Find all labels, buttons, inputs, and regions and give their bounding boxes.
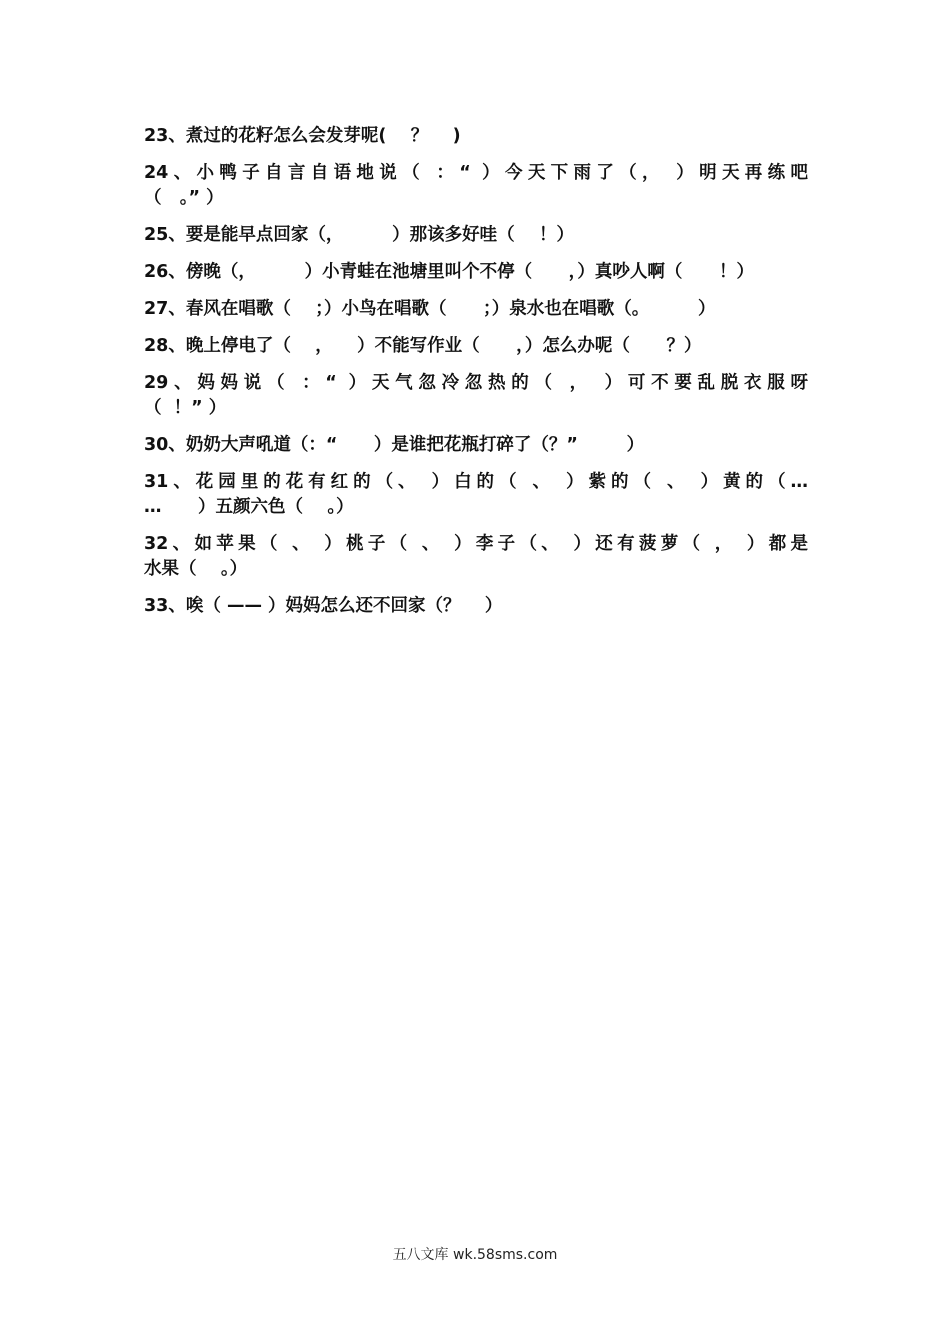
question-item (144, 297, 808, 322)
question-line: 28、晚上停电了（ ， ）不能写作业（ ，）怎么办呢（ ？） (144, 336, 702, 356)
question-item (144, 223, 808, 248)
question-item (144, 470, 808, 520)
question-item (144, 371, 808, 421)
footer-watermark: 五八文库 wk.58sms.com (392, 1247, 558, 1263)
question-line: 30、奶奶大声吼道（：“ ）是谁把花瓶打碎了（？” ） (144, 435, 645, 455)
question-line: 23、煮过的花籽怎么会发芽呢( ？ ) (144, 126, 461, 146)
question-item (144, 260, 808, 285)
question-line: 水果（ 。） (144, 559, 248, 579)
question-line: … ）五颜六色（ 。） (144, 497, 354, 517)
question-line: 25、要是能早点回家（， ）那该多好哇（ ！） (144, 225, 574, 245)
question-line: （ ！” ） (144, 398, 227, 418)
question-line: 32、如苹果（ 、 ）桃子（ 、 ）李子（、 ）还有菠萝（ ， ）都是 (144, 534, 808, 554)
question-item (144, 334, 808, 359)
question-item (144, 532, 808, 582)
question-line: 27、春风在唱歌（ ；）小鸟在唱歌（ ；）泉水也在唱歌（。 ） (144, 299, 716, 319)
question-line: 24、小鸭子自言自语地说（ ：“ ）今天下雨了（， ）明天再练吧 (144, 163, 808, 183)
question-item (144, 433, 808, 458)
question-list (144, 124, 808, 631)
question-line: 29、妈妈说（ ：“ ）天气忽冷忽热的（ ， ）可不要乱脱衣服呀 (144, 373, 808, 393)
question-line: （ 。” ） (144, 188, 224, 208)
question-item (144, 594, 808, 619)
question-line: 31、花园里的花有红的（、 ）白的（ 、 ）紫的（ 、 ）黄的（… (144, 472, 808, 492)
question-item (144, 124, 808, 149)
question-line: 26、傍晚（， ）小青蛙在池塘里叫个不停（ ，）真吵人啊（ ！） (144, 262, 754, 282)
question-item (144, 161, 808, 211)
question-line: 33、唉（ —— ）妈妈怎么还不回家（？ ） (144, 596, 503, 616)
